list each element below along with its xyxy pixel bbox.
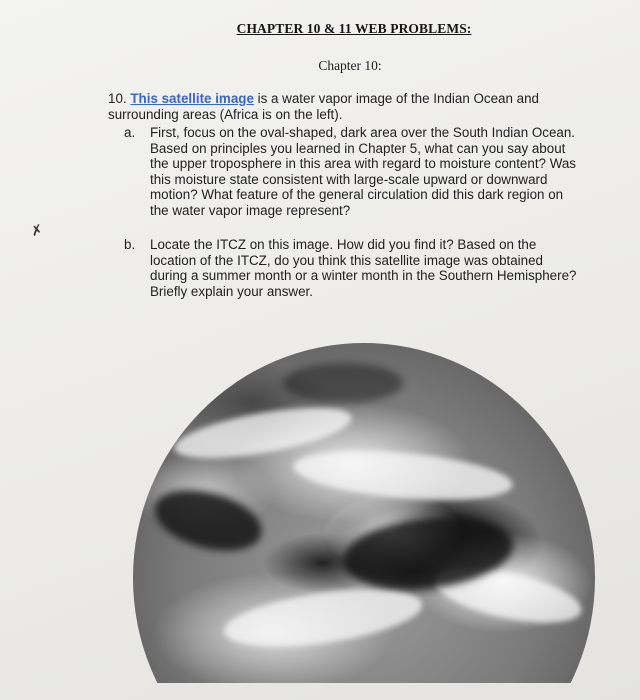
- part-b-label: b.: [124, 237, 136, 252]
- dark-dry-region: [283, 363, 403, 403]
- part-a-label: a.: [124, 125, 136, 140]
- part-a-text: First, focus on the oval-shaped, dark area over the South Indian Ocean. Based on principles you learned in Chapter 5, what can you say about the upper troposphere in this area with regard to moisture content? Was this moisture state consistent with large-scale upward or downward motion? What feature of the general circulation did this dark region on the water vapor image represent?: [150, 125, 577, 218]
- question-intro: [108, 91, 588, 122]
- chapter-heading: Chapter 10:: [318, 58, 382, 73]
- satellite-image-link[interactable]: This satellite image: [130, 91, 254, 106]
- page-title: CHAPTER 10 & 11 WEB PROBLEMS:: [236, 21, 472, 36]
- margin-pen-mark-icon: ✗: [28, 220, 45, 240]
- water-vapor-satellite-image: [133, 343, 595, 683]
- question-number: 10.: [108, 91, 127, 106]
- question-part-b: [124, 237, 584, 307]
- question-part-a: [124, 125, 584, 225]
- part-b-text: Locate the ITCZ on this image. How did you find it? Based on the location of the ITCZ, do you think this satellite image was obtained during a summer month or a winter month in the Southern Hemisphere? Briefly explain your answer.: [150, 237, 577, 299]
- question-intro-text: is a water vapor image of the Indian Ocean and surrounding areas (Africa is on the left).: [108, 91, 540, 122]
